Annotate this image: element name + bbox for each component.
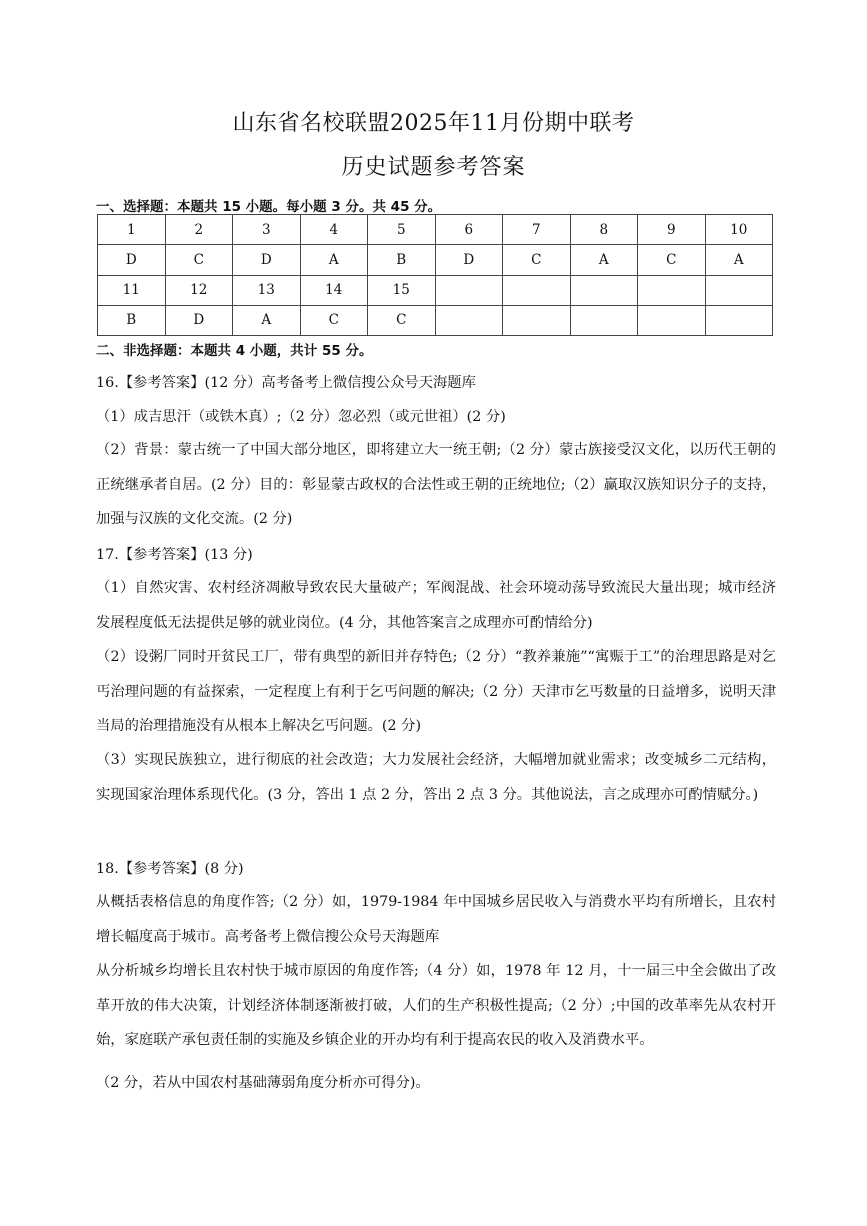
table-row <box>98 245 773 275</box>
q18-part2: 从分析城乡均增长且农村快于城市原因的角度作答;（4 分）如，1978 年 12 月，十一届三中全会做出了改革开放的伟大决策，计划经济体制逐渐被打破，人们的生产积极性提高;（2 分）;中国的改革率先从农村开始，家庭联产承包责任制的实施及乡镇企业的开办均有利于提高农民的收入及消费水平。 <box>96 963 776 1048</box>
table-cell: 14 <box>300 275 368 305</box>
table-cell <box>435 305 503 335</box>
table-cell: B <box>368 245 436 275</box>
table-cell: 7 <box>503 215 571 245</box>
document-subtitle: 历史试题参考答案 <box>341 155 526 180</box>
table-cell: C <box>165 245 233 275</box>
section1-heading: 一、选择题：本题共 15 小题。每小题 3 分。共 45 分。 <box>96 199 442 215</box>
table-cell: D <box>233 245 301 275</box>
table-cell: 2 <box>165 215 233 245</box>
table-row <box>98 275 773 305</box>
table-cell <box>705 275 773 305</box>
q17-part3: （3）实现民族独立，进行彻底的社会改造；大力发展社会经济，大幅增加就业需求；改变城乡二元结构，实现国家治理体系现代化。(3 分，答出 1 点 2 分，答出 2 点 3 分。其他说法，言之成理亦可酌情赋分。) <box>96 752 776 803</box>
table-cell: 12 <box>165 275 233 305</box>
q16-part2: （2）背景：蒙古统一了中国大部分地区，即将建立大一统王朝;（2 分）蒙古族接受汉文化，以历代王朝的正统继承者自居。(2 分）目的：彰显蒙古政权的合法性或王朝的正统地位;（2）赢取汉族知识分子的支持，加强与汉族的文化交流。(2 分) <box>96 442 776 527</box>
table-row <box>98 305 773 335</box>
q18-part3: （2 分，若从中国农村基础薄弱角度分析亦可得分)。 <box>96 1075 430 1091</box>
table-cell: 15 <box>368 275 436 305</box>
table-cell: 4 <box>300 215 368 245</box>
table-cell: C <box>368 305 436 335</box>
table-cell <box>503 275 571 305</box>
table-cell <box>638 275 706 305</box>
table-cell: C <box>638 245 706 275</box>
table-cell: 8 <box>570 215 638 245</box>
table-cell: 9 <box>638 215 706 245</box>
section2-heading: 二、非选择题：本题共 4 小题，共计 55 分。 <box>96 343 373 359</box>
q18-part1: 从概括表格信息的角度作答;（2 分）如，1979-1984 年中国城乡居民收入与消费水平均有所增长，且农村增长幅度高于城市。高考备考上微信搜公众号天海题库 <box>96 894 776 945</box>
table-cell: 6 <box>435 215 503 245</box>
table-cell: 5 <box>368 215 436 245</box>
table-cell: 3 <box>233 215 301 245</box>
table-cell <box>503 305 571 335</box>
table-cell <box>570 275 638 305</box>
table-cell: C <box>503 245 571 275</box>
table-cell: C <box>300 305 368 335</box>
q18-heading: 18.【参考答案】(8 分) <box>96 861 244 877</box>
q17-part2: （2）设粥厂同时开贫民工厂，带有典型的新旧并存特色;（2 分）“教养兼施”“寓赈于工”的治理思路是对乞丐治理问题的有益探索，一定程度上有利于乞丐问题的解决;（2 分）天津市乞丐数量的日益增多，说明天津当局的治理措施没有从根本上解决乞丐问题。(2 分) <box>96 649 776 734</box>
document-title: 山东省名校联盟2025年11月份期中联考 <box>232 111 635 136</box>
q17-part1: （1）自然灾害、农村经济凋敝导致农民大量破产；军阀混战、社会环境动荡导致流民大量出现；城市经济发展程度低无法提供足够的就业岗位。(4 分，其他答案言之成理亦可酌情给分) <box>96 580 776 631</box>
q17-heading: 17.【参考答案】(13 分) <box>96 547 253 563</box>
table-cell: A <box>570 245 638 275</box>
table-row <box>98 215 773 245</box>
table-cell <box>638 305 706 335</box>
table-cell <box>570 305 638 335</box>
table-cell <box>705 305 773 335</box>
table-cell: D <box>165 305 233 335</box>
table-cell <box>435 275 503 305</box>
table-cell: 13 <box>233 275 301 305</box>
q16-heading: 16.【参考答案】(12 分）高考备考上微信搜公众号天海题库 <box>96 375 476 391</box>
answer-table <box>97 214 773 336</box>
table-cell: 1 <box>98 215 166 245</box>
table-cell: B <box>98 305 166 335</box>
table-cell: D <box>435 245 503 275</box>
table-cell: 10 <box>705 215 773 245</box>
table-cell: A <box>300 245 368 275</box>
table-cell: A <box>233 305 301 335</box>
table-cell: D <box>98 245 166 275</box>
table-cell: 11 <box>98 275 166 305</box>
q16-part1: （1）成吉思汗（或铁木真）;（2 分）忽必烈（或元世祖）(2 分) <box>96 409 506 425</box>
table-cell: A <box>705 245 773 275</box>
